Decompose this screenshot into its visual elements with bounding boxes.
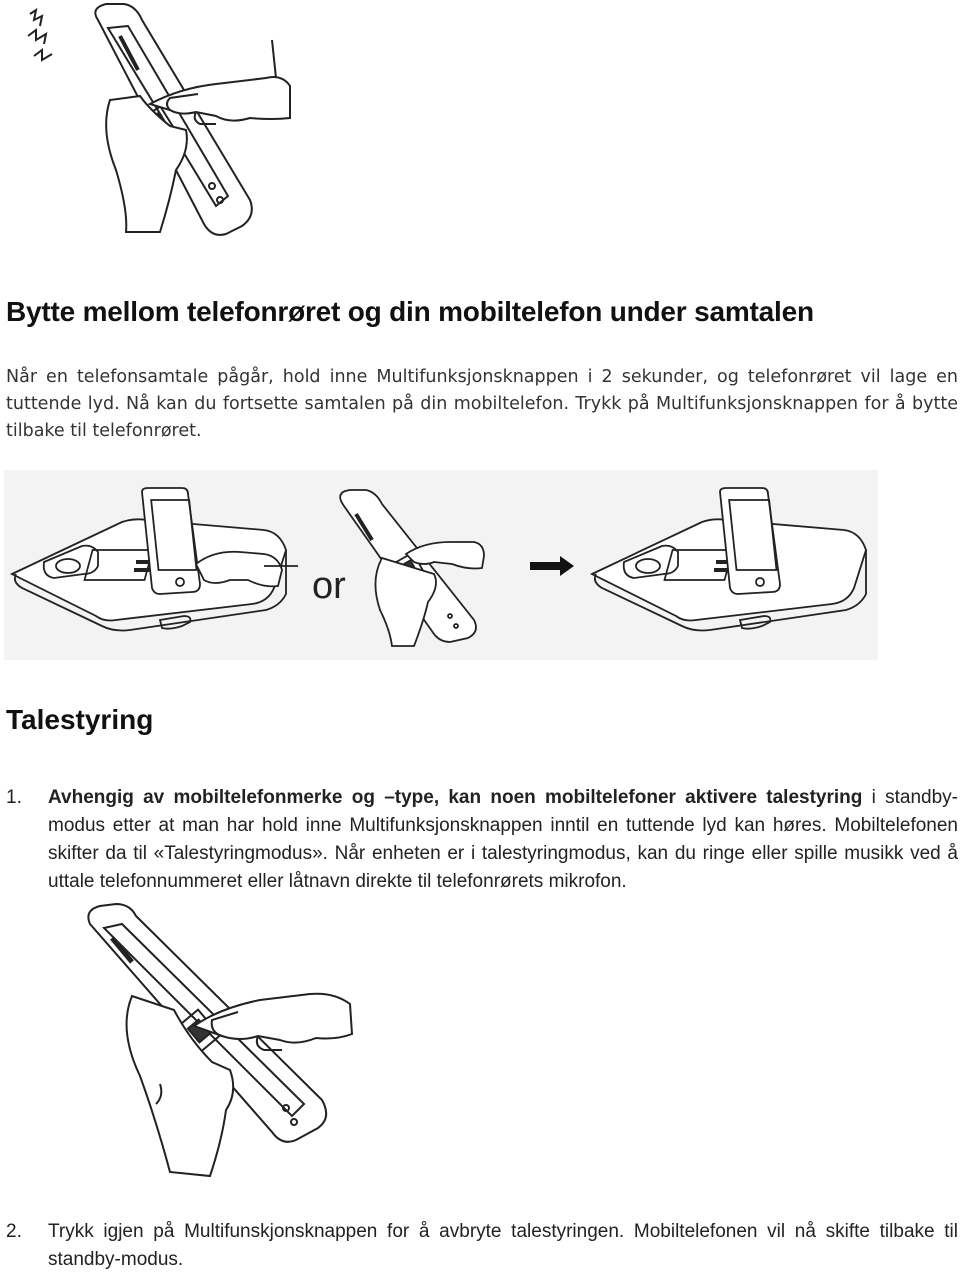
list-item-text [48,784,958,896]
section-heading-voice-control: Talestyring [6,704,154,735]
ring-mark-1 [30,10,42,26]
or-label: or [312,565,346,607]
list-item [6,784,958,896]
ring-mark-2 [28,30,46,44]
list-item-regular-text: i standby-modus etter at man har hold inne Multifunksjonsknappen inntil en tuttende lyd kan høres. Mobiltelefonen skifter da til «Talestyringmodus». Når enheten er i talestyringmodus, kan du ringe eller spille musikk ved å uttale telefonnummeret eller låtnavn direkte til telefonrørets mikrofon. [48,787,958,892]
ring-mark-3 [34,50,52,60]
arrow-right-icon [530,556,574,576]
handset-press-illustration [60,900,360,1190]
switch-illustration [4,470,878,660]
list-item-number: 1. [6,787,22,808]
handset-ringing-illustration [20,0,300,240]
section-heading-switch-call: Bytte mellom telefonrøret og din mobiltelefon under samtalen [6,296,814,327]
base-station-right [592,488,866,631]
section-paragraph-switch-call: Når en telefonsamtale pågår, hold inne Multifunksjonsknappen i 2 sekunder, og telefonrøret vil lage en tuttende lyd. Nå kan du fortsette samtalen på din mobiltelefon. Trykk på Multifunksjonsknappen for å bytte tilbake til telefonrøret. [6,367,958,441]
list-item-number: 2. [6,1221,22,1242]
list-item-bold-text: Avhengig av mobiltelefonmerke og –type, kan noen mobiltelefoner aktivere talestyring [48,787,863,808]
list-item [6,1218,958,1274]
base-station-left [12,488,298,631]
handset-middle [340,490,484,646]
list-item-text: Trykk igjen på Multifunskjonsknappen for å avbryte talestyringen. Mobiltelefonen vil nå skifte tilbake til standby-modus. [48,1221,958,1270]
